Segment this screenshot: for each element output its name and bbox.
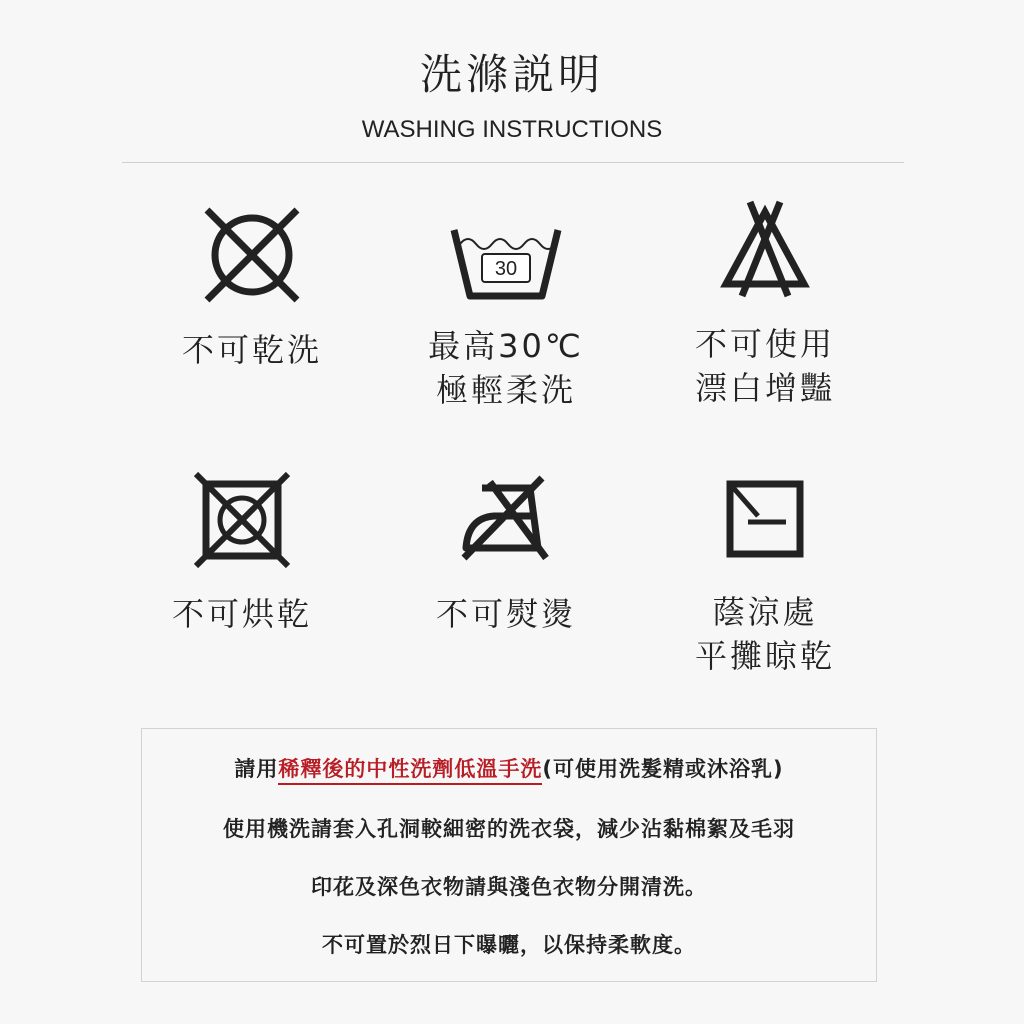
note-line-1	[142, 753, 876, 783]
no-bleach-icon	[710, 198, 820, 302]
divider	[122, 162, 904, 163]
care-item-no-bleach	[635, 198, 895, 410]
care-label-line1: 不可使用	[694, 325, 835, 363]
care-item-no-tumble-dry	[112, 472, 372, 636]
care-label-line1: 不可烘乾	[171, 595, 312, 633]
care-item-wash-30	[376, 212, 636, 412]
care-label-line2: 極輕柔洗	[435, 371, 576, 409]
note-line-4: 不可置於烈日下曝曬，以保持柔軟度。	[322, 933, 696, 957]
care-item-dry-flat-shade	[635, 476, 895, 678]
wash-30-gentle-icon	[446, 212, 566, 312]
note-suffix: (可使用洗髮精或沐浴乳)	[542, 757, 784, 781]
note-line-2: 使用機洗請套入孔洞較細密的洗衣袋，減少沾黏棉絮及毛羽	[223, 817, 795, 841]
page-subtitle: WASHING INSTRUCTIONS	[361, 116, 663, 143]
care-label-line1: 不可乾洗	[181, 331, 322, 369]
care-label-line2: 漂白增豔	[694, 369, 835, 407]
care-item-no-dry-clean	[122, 200, 382, 372]
care-label-line1: 蔭涼處	[712, 593, 818, 631]
no-iron-icon	[456, 472, 556, 564]
note-prefix: 請用	[234, 757, 279, 781]
care-label-line1: 最高30℃	[428, 327, 584, 365]
no-tumble-dry-icon	[192, 472, 292, 568]
care-item-no-iron	[376, 472, 636, 636]
dry-flat-shade-icon	[720, 476, 810, 564]
no-dry-clean-icon	[197, 200, 307, 310]
page-title: 洗滌説明	[419, 50, 604, 99]
care-label-line1: 不可熨燙	[435, 595, 576, 633]
care-label-line2: 平攤晾乾	[694, 637, 835, 675]
note-highlight: 稀釋後的中性洗劑低溫手洗	[278, 757, 542, 785]
note-line-3: 印花及深色衣物請與淺色衣物分開清洗。	[311, 875, 707, 899]
care-notes-box	[141, 728, 877, 982]
wash-temp-badge: 30	[494, 258, 518, 280]
